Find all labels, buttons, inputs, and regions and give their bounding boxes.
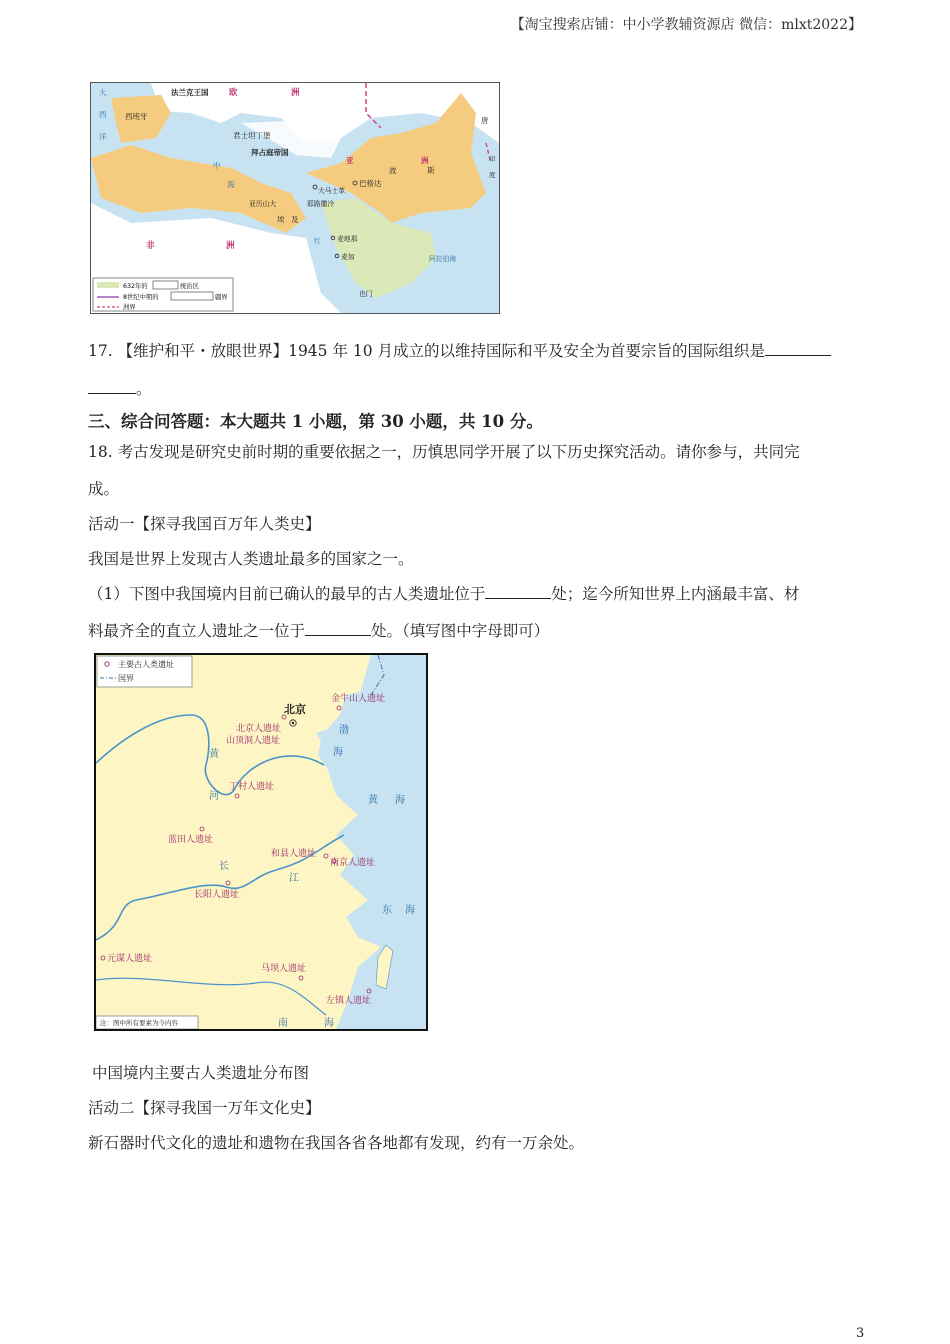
arab-empire-map	[90, 82, 500, 314]
label-india-a: 印	[489, 155, 496, 163]
legend-item3: 洲界	[123, 304, 136, 311]
legend-item1-suffix: 统治区	[180, 283, 199, 290]
label-persia-b: 斯	[427, 166, 435, 175]
legend-item2-suffix: 疆界	[215, 294, 228, 301]
label-constantinople: 君士坦丁堡	[233, 131, 271, 140]
sea-label-huanghai-b: 海	[395, 795, 405, 806]
map2-caption: 中国境内主要古人类遗址分布图	[92, 1064, 310, 1082]
answer-blank-17b[interactable]	[88, 379, 136, 394]
legend-border-label: 国界	[118, 674, 134, 683]
sea-label-donghai-b: 海	[405, 905, 415, 916]
label-egypt-b: 及	[291, 215, 299, 224]
site-peking: 北京人遗址	[236, 724, 282, 734]
sea-label-bohai-a: 渤	[339, 725, 349, 736]
label-mecca: 麦加	[341, 253, 355, 261]
answer-blank-18a[interactable]	[485, 584, 551, 599]
sea-label-nanhai-a: 南	[278, 1018, 288, 1029]
label-africa-b: 洲	[226, 241, 235, 251]
label-med-a: 中	[213, 161, 221, 170]
page-number: 3	[856, 1326, 865, 1341]
question-17-line1	[88, 341, 831, 361]
label-india-b: 度	[489, 171, 496, 179]
sub1-text-d: 处。（填写图中字母即可）	[371, 622, 550, 640]
label-frank: 法兰克王国	[171, 88, 209, 97]
label-africa-a: 非	[146, 241, 155, 251]
label-arabian-sea: 阿拉伯海	[429, 255, 457, 263]
legend-blank-1	[153, 281, 178, 289]
question-18-line2: 成。	[88, 480, 120, 498]
label-asia-a: 亚	[346, 156, 354, 165]
label-europe-b: 洲	[291, 88, 300, 98]
site-hexian: 和县人遗址	[271, 849, 317, 859]
activity-1-title: 活动一【探寻我国百万年人类史】	[88, 515, 321, 533]
header-note: 【淘宝搜索店铺：中小学教辅资源店 微信：mlxt2022】	[510, 17, 862, 33]
label-ocean-1: 大	[99, 88, 107, 97]
legend-sites-label: 主要古人类遗址	[118, 660, 174, 669]
label-damascus: 大马士革	[318, 187, 346, 195]
river-label-jiang: 江	[289, 873, 299, 884]
label-red-sea: 红	[314, 237, 321, 245]
label-jerusalem: 耶路撒冷	[307, 200, 335, 208]
site-yuanmou: 元谋人遗址	[107, 954, 153, 964]
sub1-text-a: （1）下图中我国境内目前已确认的最早的古人类遗址位于	[88, 585, 486, 603]
label-beijing: 北京	[284, 703, 306, 716]
china-sites-map	[94, 653, 428, 1031]
site-nanjing: 南京人遗址	[330, 858, 376, 868]
site-maba: 马坝人遗址	[261, 964, 307, 974]
site-changyang: 长阳人遗址	[194, 890, 240, 900]
legend-item2-prefix: 8世纪中期的	[123, 294, 159, 301]
question-17-text: 17. 【维护和平・放眼世界】1945 年 10 月成立的以维持国际和平及安全为首要宗旨的国际组织是	[88, 342, 766, 360]
question-17-line2	[88, 379, 152, 399]
hainan-island	[301, 1009, 318, 1022]
legend-blank-2	[171, 292, 213, 300]
river-label-chang: 长	[219, 861, 229, 872]
legend-item1-prefix: 632年的	[123, 283, 148, 290]
china-sites-map-svg	[96, 655, 426, 1029]
label-baghdad: 巴格达	[359, 179, 382, 188]
label-yemen: 也门	[359, 290, 373, 298]
sub1-text-c: 料最齐全的直立人遗址之一位于	[88, 622, 306, 640]
label-asia-b: 洲	[421, 156, 429, 165]
map2-legend	[97, 656, 192, 687]
sea-label-huanghai-a: 黄	[368, 795, 378, 806]
activity-1-intro: 我国是世界上发现古人类遗址最多的国家之一。	[88, 550, 414, 568]
question-18-sub1-line2	[88, 621, 549, 641]
sea-label-donghai-a: 东	[382, 905, 392, 916]
label-spain: 西班牙	[125, 112, 148, 121]
label-ocean-2: 西	[99, 110, 107, 119]
site-zuozhen: 左镇人遗址	[326, 996, 372, 1006]
question-18-line1: 18. 考古发现是研究史前时期的重要依据之一，历慎思同学开展了以下历史探究活动。请你参与，共同完	[88, 443, 800, 461]
activity-2-title: 活动二【探寻我国一万年文化史】	[88, 1099, 321, 1117]
sea-label-nanhai-b: 海	[324, 1018, 334, 1029]
site-lantian: 蓝田人遗址	[168, 835, 214, 845]
answer-blank-18b[interactable]	[305, 621, 371, 636]
label-egypt-a: 埃	[277, 215, 285, 224]
sea-label-bohai-b: 海	[333, 747, 343, 758]
label-byzantine: 拜占庭帝国	[251, 148, 289, 157]
label-tang: 唐	[481, 116, 489, 125]
label-europe-a: 欧	[229, 88, 238, 98]
answer-blank-17a[interactable]	[765, 341, 831, 356]
sub1-text-b: 处；迄今所知世界上内涵最丰富、材	[551, 585, 800, 603]
site-jinniushan: 金牛山人遗址	[331, 694, 386, 704]
map2-note: 注：图中所有要素为今内容	[100, 1019, 178, 1027]
activity-2-text: 新石器时代文化的遗址和遗物在我国各省各地都有发现，约有一万余处。	[88, 1134, 585, 1152]
arab-empire-map-svg	[91, 83, 499, 313]
section-3-title: 三、综合问答题：本大题共 1 小题，第 30 小题，共 10 分。	[88, 412, 543, 431]
label-alexandria: 亚历山大	[249, 200, 277, 208]
map1-legend	[93, 278, 233, 311]
label-persia-a: 波	[389, 166, 397, 175]
legend-swatch-green	[97, 282, 119, 288]
label-ocean-3: 洋	[99, 132, 107, 141]
river-label-he: 河	[209, 791, 219, 802]
question-18-sub1-line1	[88, 584, 799, 604]
label-med-b: 海	[227, 180, 235, 189]
label-medina: 麦地那	[337, 235, 358, 243]
beijing-marker-dot	[292, 722, 294, 724]
question-17-end: 。	[136, 380, 152, 398]
site-upper-cave: 山顶洞人遗址	[226, 736, 281, 746]
site-dingcun: 丁村人遗址	[229, 782, 275, 792]
river-label-huang: 黄	[209, 749, 219, 760]
